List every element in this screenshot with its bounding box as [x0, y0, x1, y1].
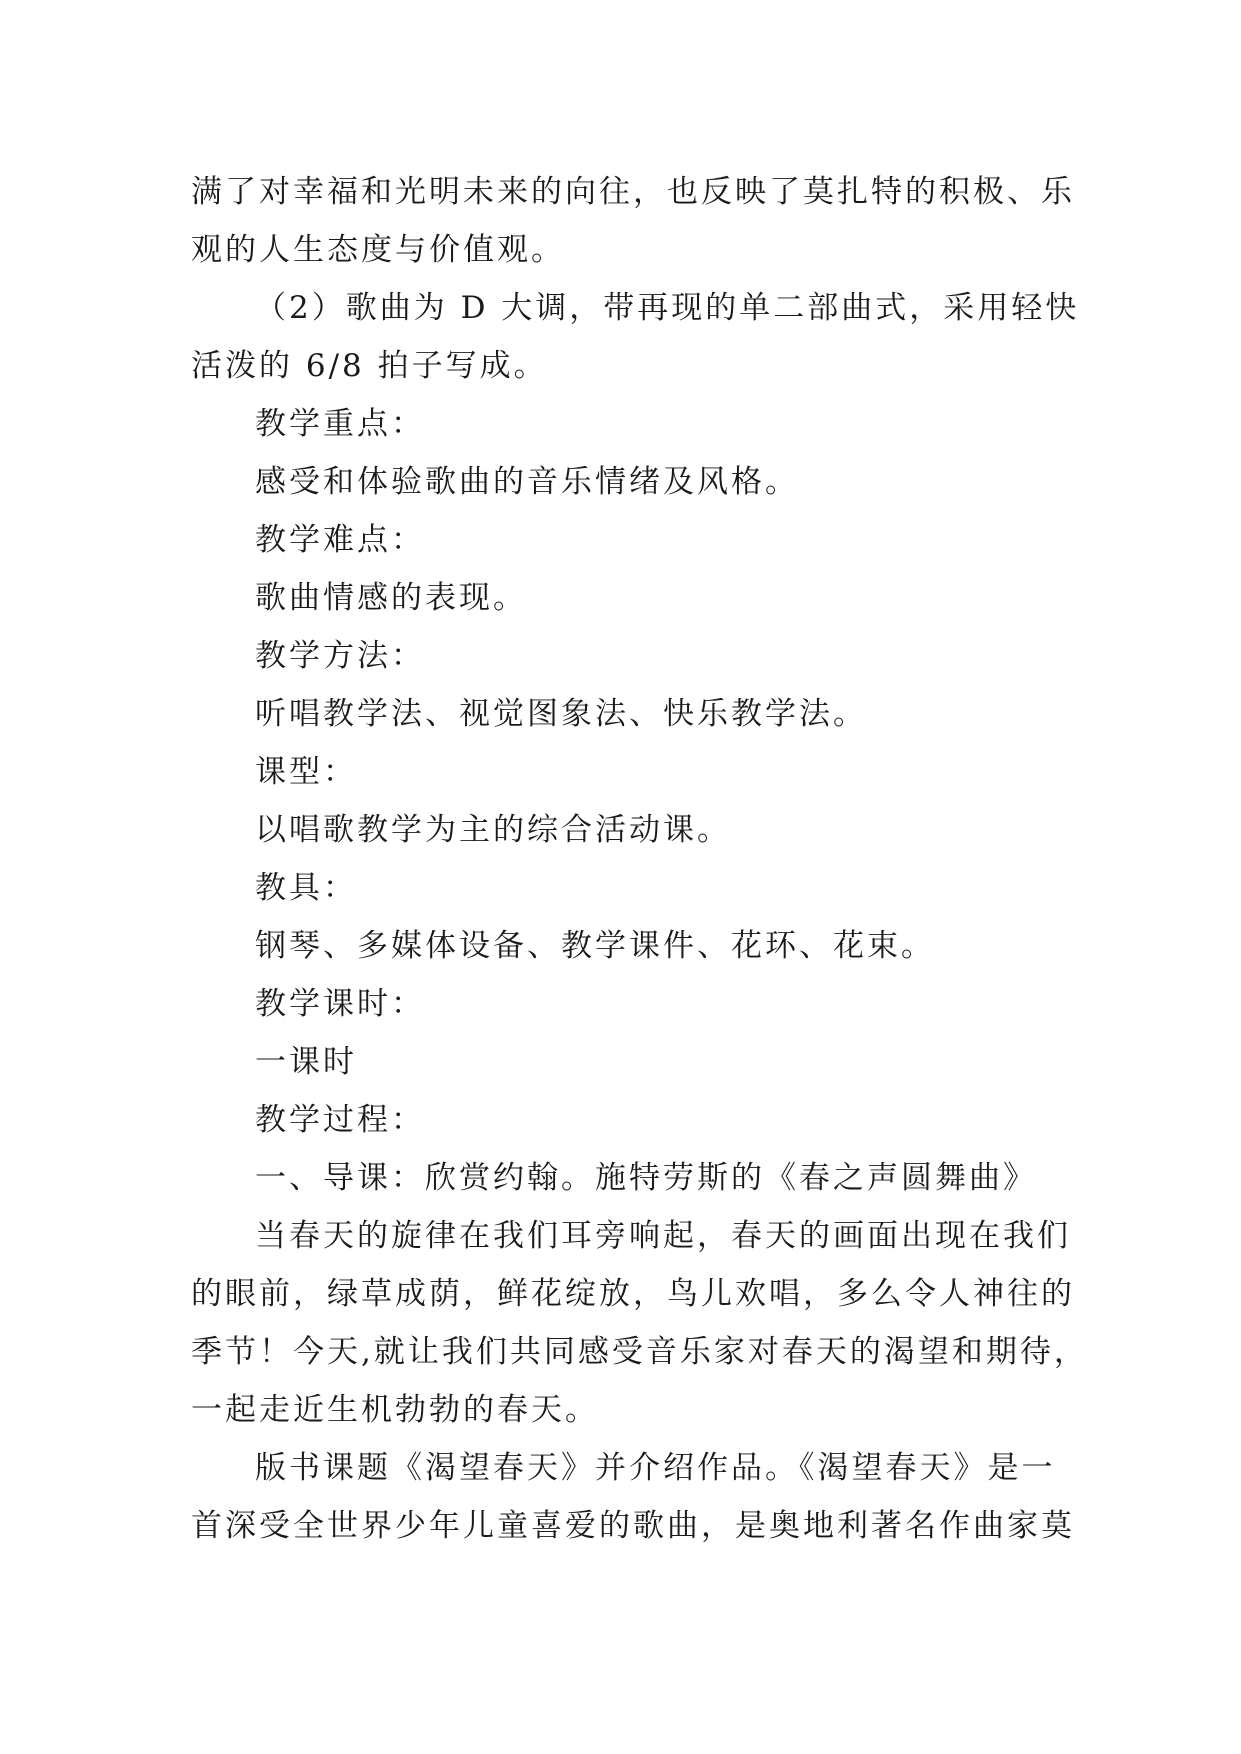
section-heading: 教学过程：: [255, 1102, 425, 1138]
text-line: 活泼的 6/8 拍子写成。: [191, 348, 548, 384]
text-line: 的眼前，绿草成荫，鲜花绽放，鸟儿欢唱，多么令人神往的: [191, 1276, 1075, 1312]
section-heading: 教学难点：: [255, 522, 425, 558]
text-line: 满了对幸福和光明未来的向往，也反映了莫扎特的积极、乐: [191, 174, 1075, 210]
text-line: 一课时: [255, 1044, 357, 1080]
text-line: 钢琴、多媒体设备、教学课件、花环、花束。: [255, 928, 935, 964]
text-line: 歌曲情感的表现。: [255, 580, 527, 616]
text-line: 听唱教学法、视觉图象法、快乐教学法。: [255, 696, 867, 732]
section-heading: 教具：: [255, 870, 357, 906]
document-body: [191, 163, 1088, 1555]
section-heading: 课型：: [255, 754, 357, 790]
section-heading: 教学课时：: [255, 986, 425, 1022]
text-line: 以唱歌教学为主的综合活动课。: [255, 812, 731, 848]
text-line: 首深受全世界少年儿童喜爱的歌曲，是奥地利著名作曲家莫: [191, 1508, 1075, 1544]
text-line: 观的人生态度与价值观。: [191, 232, 565, 268]
text-line: （2）歌曲为 D 大调，带再现的单二部曲式，采用轻快: [255, 290, 1080, 326]
text-line: 当春天的旋律在我们耳旁响起，春天的画面出现在我们: [255, 1218, 1071, 1254]
text-line: 感受和体验歌曲的音乐情绪及风格。: [255, 464, 799, 500]
text-line: 版书课题《渴望春天》并介绍作品。《渴望春天》是一: [255, 1450, 1056, 1486]
text-line: 一、导课：欣赏约翰。施特劳斯的《春之声圆舞曲》: [255, 1160, 1037, 1196]
text-line: 一起走近生机勃勃的春天。: [191, 1392, 599, 1428]
section-heading: 教学方法：: [255, 638, 425, 674]
section-heading: 教学重点：: [255, 406, 425, 442]
text-line: 季节！今天,就让我们共同感受音乐家对春天的渴望和期待，: [191, 1334, 1088, 1370]
